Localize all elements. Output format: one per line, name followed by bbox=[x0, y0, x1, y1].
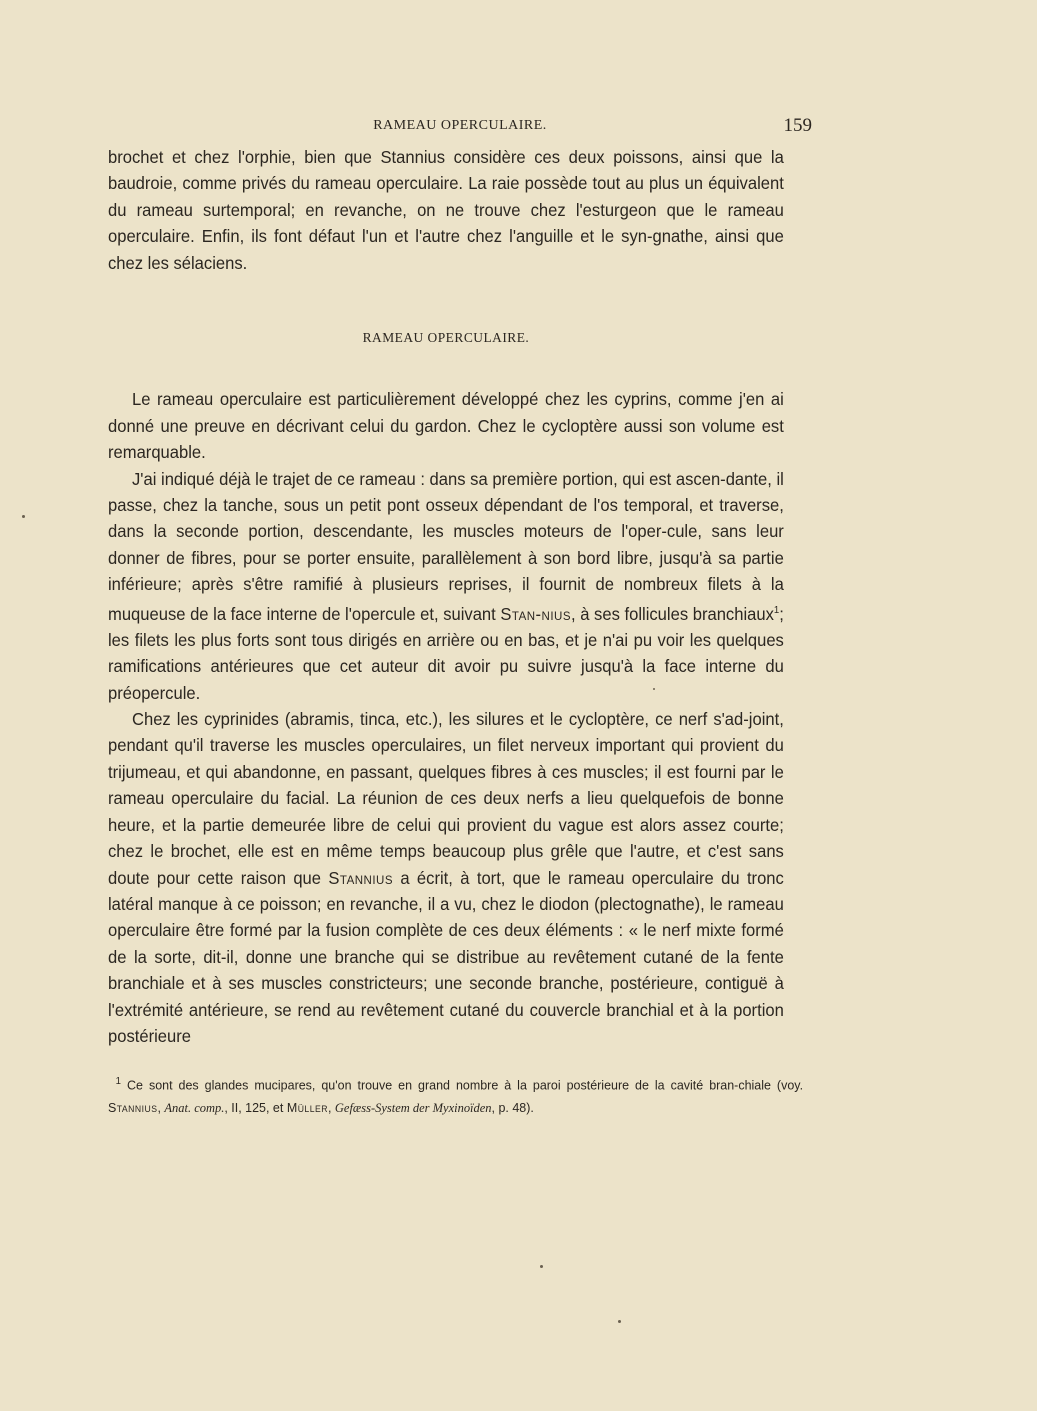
paragraph-continued: brochet et chez l'orphie, bien que Stannius considère ces deux poissons, ainsi que la baudroie, comme privés du rameau operculaire. La raie possède tout au plus un équivalent du rameau surtemporal; en revanche, on ne trouve chez l'esturgeon que le rameau operculaire. Enfin, ils font défaut l'un et l'autre chez l'anguille et le syn-gnathe, ainsi que chez les sélaciens. bbox=[108, 147, 784, 273]
paragraph-text: , à ses follicules branchiaux bbox=[571, 603, 774, 624]
author-name: Müller bbox=[286, 1100, 328, 1116]
paragraph bbox=[108, 706, 784, 1049]
paragraph bbox=[108, 466, 784, 706]
paragraph-text: J'ai indiqué déjà le trajet de ce rameau : dans sa première portion, qui est ascen-dante, il passe, chez la tanche, sous un petit pont osseux dépendant de l'os temporal, et traverse, dans la seconde portion, descendante, les muscles moteurs de l'oper-cule, sans leur donner de fibres, pour se porter ensuite, parallèlement à son bord libre, jusqu'à sa partie inférieure; après s'être ramifié à plusieurs reprises, il fournit de nombreux filets à la muqueuse de la face interne de l'opercule et, suivant bbox=[108, 468, 784, 624]
work-title: Gefæss-System der Myxinoïden bbox=[334, 1100, 492, 1116]
author-name: Stannius bbox=[328, 867, 393, 888]
paper-speck bbox=[653, 688, 655, 690]
paper-speck bbox=[22, 515, 25, 518]
footnote bbox=[108, 1070, 803, 1119]
paragraph-text: Chez les cyprinides (abramis, tinca, etc.), les silures et le cycloptère, ce nerf s'ad-joint, pendant qu'il traverse les muscles operculaires, un filet nerveux important qui provient du trijumeau, et qui abandonne, en passant, quelques fibres à ces muscles; il est fourni par le rameau operculaire du facial. La réunion de ces deux nerfs a lieu quelquefois de bonne heure, et la partie demeurée libre de celui qui provient du vague est alors assez courte; chez le brochet, elle est en même temps beaucoup plus grêle que l'autre, et c'est sans doute pour cette raison que bbox=[108, 709, 784, 888]
footnote-reference: 1 bbox=[773, 604, 780, 616]
body-text bbox=[108, 144, 784, 1049]
paper-speck bbox=[540, 1265, 543, 1268]
footnote-segment: , p. 48). bbox=[491, 1100, 534, 1116]
author-name: Stannius bbox=[108, 1100, 158, 1116]
running-head bbox=[108, 115, 812, 138]
running-title: RAMEAU OPERCULAIRE. bbox=[373, 118, 547, 133]
section-heading: RAMEAU OPERCULAIRE. bbox=[362, 331, 530, 347]
page-number: 159 bbox=[783, 115, 812, 136]
footnote-text bbox=[108, 1070, 803, 1119]
paragraph-text: a écrit, à tort, que le rameau operculaire du tronc latéral manque à ce poisson; en revanche, il a vu, chez le diodon (plectognathe), le rameau operculaire être formé par la fusion complète de ces deux éléments : « le nerf mixte formé de la sorte, dit-il, donne une branche qui se distribue au revêtement cutané de la fente branchiale et à ses muscles constricteurs; une seconde branche, postérieure, contiguë à l'extrémité antérieure, se rend au revêtement cutané du couvercle branchial et à la portion postérieure bbox=[108, 867, 784, 1046]
paper-speck bbox=[618, 1320, 621, 1323]
footnote-marker: 1 bbox=[115, 1076, 122, 1087]
paragraph: Le rameau operculaire est particulièrement développé chez les cyprins, comme j'en ai donné une preuve en décrivant celui du gardon. Chez le cycloptère aussi son volume est remarquable. bbox=[108, 389, 784, 463]
author-name: Stan-nius bbox=[500, 603, 572, 624]
work-title: Anat. comp. bbox=[164, 1100, 225, 1116]
footnote-segment: , bbox=[327, 1100, 335, 1116]
footnote-segment: , II, 125, et bbox=[224, 1100, 287, 1116]
footnote-segment: Ce sont des glandes mucipares, qu'on trouve en grand nombre à la paroi postérieure de la cavité bran-chiale (voy. bbox=[121, 1077, 804, 1093]
paragraph-text: ; les filets les plus forts sont tous dirigés en arrière ou en bas, et je n'ai pu voir les quelques ramifications antérieures que cet auteur dit avoir pu suivre jusqu'à la face interne du préopercule. bbox=[108, 603, 784, 703]
footnote-segment: , bbox=[157, 1100, 165, 1116]
